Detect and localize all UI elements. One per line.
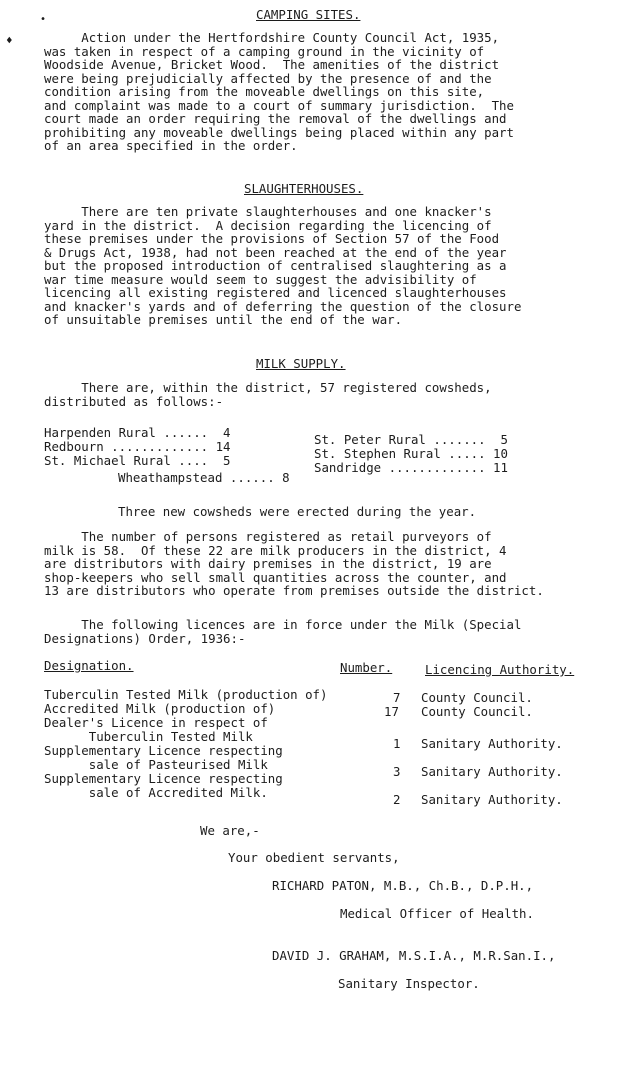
table-cell: Tuberculin Tested Milk (production of) [44,687,328,702]
text-line: & Drugs Act, 1938, had not been reached at the end of the year [44,244,507,260]
table-cell: Tuberculin Tested Milk [44,729,253,744]
table-cell: Sanitary Authority. [421,736,563,751]
table-cell: Sanitary Authority. [421,792,563,807]
table-cell: 2 [393,792,401,807]
text-line: distributed as follows:- [44,393,224,409]
table-cell: Sanitary Authority. [421,764,563,779]
text-line: these premises under the provisions of Section 57 of the Food [44,231,500,246]
text-line: There are, within the district, 57 registered cowsheds, [44,380,492,395]
column-header: Designation. [44,658,134,673]
text-line: milk is 58. Of these 22 are milk producers in the district, 4 [44,542,507,558]
text-line: were being prejudicially affected by the presence of and the [44,70,492,86]
table-row [314,460,508,475]
margin-mark: ♦ [6,34,13,47]
closing-line: Your obedient servants, [228,850,400,865]
column-header: Number. [340,660,393,675]
text-line: condition arising from the moveable dwellings on this site, [44,84,485,99]
text-line: prohibiting any moveable dwellings being placed within any part [44,124,514,140]
text-line: Designations) Order, 1936:- [44,630,246,646]
table-cell: sale of Accredited Milk. [44,785,268,800]
section-heading-slaughterhouses: SLAUGHTERHOUSES. [244,181,364,196]
table-row [44,453,231,468]
text-line: Woodside Avenue, Bricket Wood. The amenities of the district [44,57,500,72]
table-cell: Sandridge ............. 11 [314,460,508,475]
table-cell: St. Michael Rural .... 5 [44,453,231,468]
table-cell: St. Stephen Rural ..... 10 [314,446,508,461]
text-line: licencing all existing registered and licenced slaughterhouses [44,285,507,300]
table-cell: Supplementary Licence respecting [44,771,283,786]
table-cell: 17 [384,704,399,719]
table-cell: Harpenden Rural ...... 4 [44,425,231,440]
text-line: shop-keepers who sell small quantities across the counter, and [44,569,507,585]
text-line: Action under the Hertfordshire County Council Act, 1935, [44,30,500,45]
table-cell: sale of Pasteurised Milk [44,757,268,772]
text-line: The number of persons registered as retail purveyors of [44,529,492,544]
table-cell: Dealer's Licence in respect of [44,715,268,730]
section-heading-milk-supply: MILK SUPPLY. [256,356,346,371]
table-row [314,432,508,447]
text-line: The following licences are in force under the Milk (Special [44,617,522,632]
text-line: of unsuitable premises until the end of the war. [44,312,403,327]
signatory-title: Medical Officer of Health. [340,906,534,921]
table-cell: County Council. [421,704,533,719]
table-cell: Supplementary Licence respecting [44,743,283,758]
table-cell: County Council. [421,690,533,705]
text-line: and complaint was made to a court of summary jurisdiction. The [44,97,514,113]
column-header: Licencing Authority. [425,662,575,677]
milk-intro [44,381,492,408]
signatory-name: DAVID J. GRAHAM, M.S.I.A., M.R.San.I., [272,948,556,963]
text-line: are distributors with dairy premises in the district, 19 are [44,556,492,571]
margin-mark: • [40,14,47,25]
text-line: yard in the district. A decision regarding the licencing of [44,217,492,233]
table-row [44,439,231,454]
table-cell: St. Peter Rural ....... 5 [314,432,508,447]
text-line: was taken in respect of a camping ground in the vicinity of [44,43,485,59]
table-cell: 7 [393,690,401,705]
table-cell: 1 [393,736,401,751]
text-line: court made an order requiring the removal of the dwellings and [44,111,507,126]
licences-intro [44,618,521,645]
text-line: There are ten private slaughterhouses and one knacker's [44,204,492,219]
text-line: 13 are distributors who operate from premises outside the district. [44,583,544,598]
text-line: war time measure would seem to suggest the advisibility of [44,271,477,287]
table-cell: Accredited Milk (production of) [44,701,276,716]
table-cell: Redbourn ............. 14 [44,439,231,454]
section-heading-camping: CAMPING SITES. [256,7,361,22]
text-line: of an area specified in the order. [44,138,298,153]
text-line: and knacker's yards and of deferring the question of the closure [44,298,522,314]
retail-purveyors-paragraph [44,530,544,598]
table-row [44,425,231,440]
table-cell: Wheathampstead ...... 8 [118,470,290,485]
new-cowsheds-line: Three new cowsheds were erected during the year. [118,504,477,519]
signatory-title: Sanitary Inspector. [338,976,480,991]
signatory-name: RICHARD PATON, M.B., Ch.B., D.P.H., [272,878,534,893]
table-cell: 3 [393,764,401,779]
slaughterhouses-paragraph [44,205,521,327]
table-row [118,470,290,485]
table-row [314,446,508,461]
text-line: but the proposed introduction of centralised slaughtering as a [44,258,507,273]
camping-paragraph [44,31,514,153]
closing-line: We are,- [200,823,260,838]
